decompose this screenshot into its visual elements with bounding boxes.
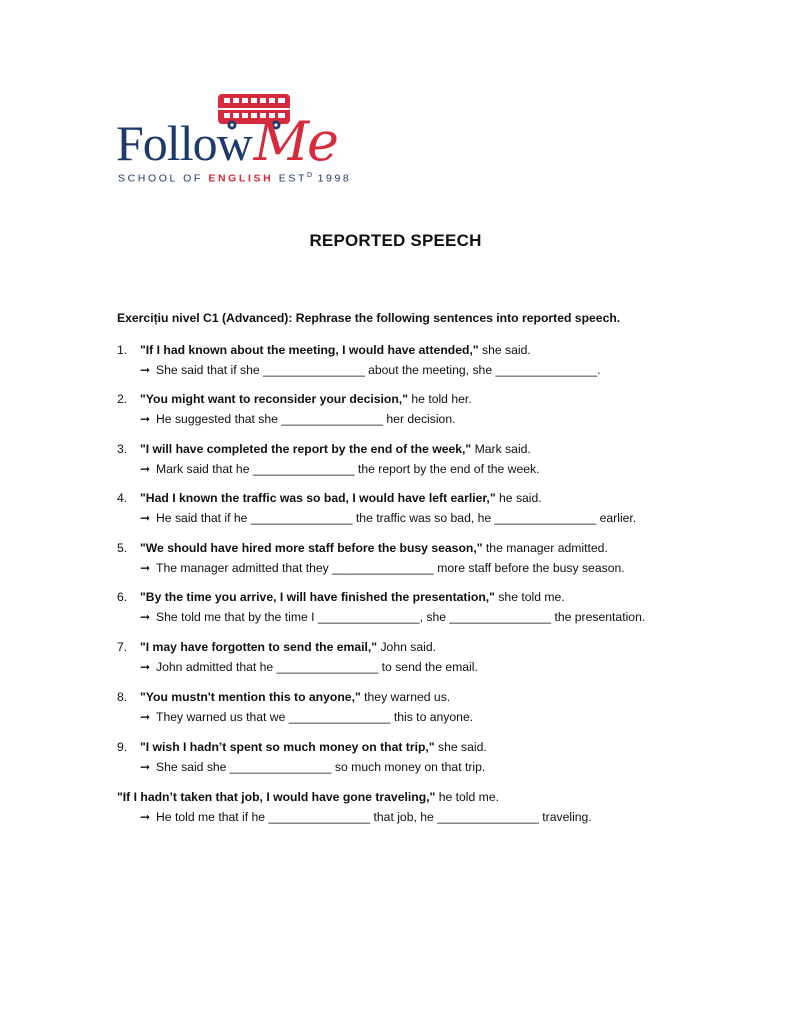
exercise-number: 1.	[117, 343, 128, 357]
right-arrow-icon: ➞	[140, 660, 151, 674]
exercise-quote: "Had I known the traffic was so bad, I would have left earlier,"	[140, 491, 496, 505]
exercise-sentence	[117, 637, 478, 657]
exercise-quote: "If I hadn’t taken that job, I would have gone traveling,"	[117, 790, 436, 804]
logo-word-follow: Follow	[116, 115, 252, 171]
exercise-speaker: he told me.	[435, 790, 499, 804]
exercise-speaker: he said.	[495, 491, 542, 505]
exercise-answer-text: They warned us that we _______________ this to anyone.	[156, 710, 474, 724]
exercise-answer-text: The manager admitted that they _______________ more staff before the busy season.	[156, 561, 625, 575]
exercise-quote: "By the time you arrive, I will have finished the presentation,"	[140, 590, 495, 604]
exercise-sentence	[117, 389, 472, 409]
exercise-answer-line	[117, 657, 478, 677]
exercise-number: 9.	[117, 740, 128, 754]
exercise-speaker: she told me.	[494, 590, 565, 604]
exercise-answer-line	[117, 607, 645, 627]
exercise-speaker: he told her.	[407, 392, 472, 406]
exercise-item	[117, 687, 473, 727]
exercise-number: 6.	[117, 590, 128, 604]
exercise-answer-text: He suggested that she _______________ her decision.	[156, 412, 456, 426]
exercise-sentence	[117, 439, 540, 459]
right-arrow-icon: ➞	[140, 462, 151, 476]
right-arrow-icon: ➞	[140, 511, 151, 525]
right-arrow-icon: ➞	[140, 810, 151, 824]
exercise-sentence	[117, 340, 601, 360]
exercise-speaker: she said.	[434, 740, 487, 754]
exercise-item	[117, 637, 478, 677]
follow-me-logo	[116, 92, 366, 186]
right-arrow-icon: ➞	[140, 561, 151, 575]
exercise-answer-text: She said that if she _______________ about the meeting, she _______________.	[156, 363, 601, 377]
logo-word-me: Me	[253, 110, 337, 173]
exercise-answer-text: She said she _______________ so much money on that trip.	[156, 760, 486, 774]
right-arrow-icon: ➞	[140, 710, 151, 724]
exercise-number: 5.	[117, 541, 128, 555]
exercise-quote: "If I had known about the meeting, I would have attended,"	[140, 343, 479, 357]
exercise-quote: "You might want to reconsider your decision,"	[140, 392, 408, 406]
right-arrow-icon: ➞	[140, 610, 151, 624]
exercise-answer-line	[117, 409, 472, 429]
exercise-speaker: John said.	[377, 640, 437, 654]
exercise-sentence	[117, 587, 645, 607]
instructions: Exercițiu nivel C1 (Advanced): Rephrase the following sentences into reported speech.	[117, 311, 621, 325]
exercise-item	[117, 389, 472, 429]
exercise-sentence	[117, 538, 625, 558]
exercise-number: 4.	[117, 491, 128, 505]
exercise-number: 8.	[117, 690, 128, 704]
exercise-answer-line	[117, 508, 636, 528]
right-arrow-icon: ➞	[140, 412, 151, 426]
exercise-number: 7.	[117, 640, 128, 654]
exercise-answer-text: Mark said that he _______________ the report by the end of the week.	[156, 462, 540, 476]
exercise-speaker: they warned us.	[360, 690, 451, 704]
page-title: REPORTED SPEECH	[309, 231, 482, 250]
right-arrow-icon: ➞	[140, 363, 151, 377]
exercise-speaker: the manager admitted.	[482, 541, 608, 555]
exercise-item	[117, 787, 592, 827]
exercise-number: 3.	[117, 442, 128, 456]
exercise-sentence	[117, 488, 636, 508]
exercise-item	[117, 488, 636, 528]
logo-tagline: SCHOOL OF ENGLISH $EST^D$ 1998	[118, 172, 352, 185]
exercise-item	[117, 587, 645, 627]
exercise-sentence	[117, 687, 473, 707]
exercise-answer-text: He said that if he _______________ the traffic was so bad, he _______________ earlier.	[156, 511, 637, 525]
exercise-quote: "I will have completed the report by the end of the week,"	[140, 442, 472, 456]
exercise-answer-text: She told me that by the time I _______________, she _______________ the presentation.	[156, 610, 646, 624]
exercise-item	[117, 538, 625, 578]
exercise-quote: "I may have forgotten to send the email,"	[140, 640, 378, 654]
exercise-answer-line	[117, 558, 625, 578]
exercise-answer-line	[117, 757, 487, 777]
exercise-quote: "I wish I hadn’t spent so much money on that trip,"	[140, 740, 435, 754]
logo-wordmark	[116, 110, 337, 173]
exercise-quote: "We should have hired more staff before the busy season,"	[140, 541, 483, 555]
exercise-answer-line	[117, 459, 540, 479]
exercise-sentence	[117, 787, 592, 807]
exercise-answer-text: He told me that if he _______________ that job, he _______________ traveling.	[156, 810, 592, 824]
exercise-item	[117, 439, 540, 479]
exercise-answer-line	[117, 707, 473, 727]
exercise-item	[117, 737, 487, 777]
exercise-speaker: Mark said.	[471, 442, 531, 456]
exercise-quote: "You mustn't mention this to anyone,"	[140, 690, 361, 704]
exercise-answer-text: John admitted that he _______________ to send the email.	[156, 660, 478, 674]
exercise-answer-line	[117, 807, 592, 827]
right-arrow-icon: ➞	[140, 760, 151, 774]
exercise-answer-line	[117, 360, 601, 380]
exercise-item	[117, 340, 601, 380]
exercise-speaker: she said.	[478, 343, 531, 357]
exercise-sentence	[117, 737, 487, 757]
exercise-number: 2.	[117, 392, 128, 406]
